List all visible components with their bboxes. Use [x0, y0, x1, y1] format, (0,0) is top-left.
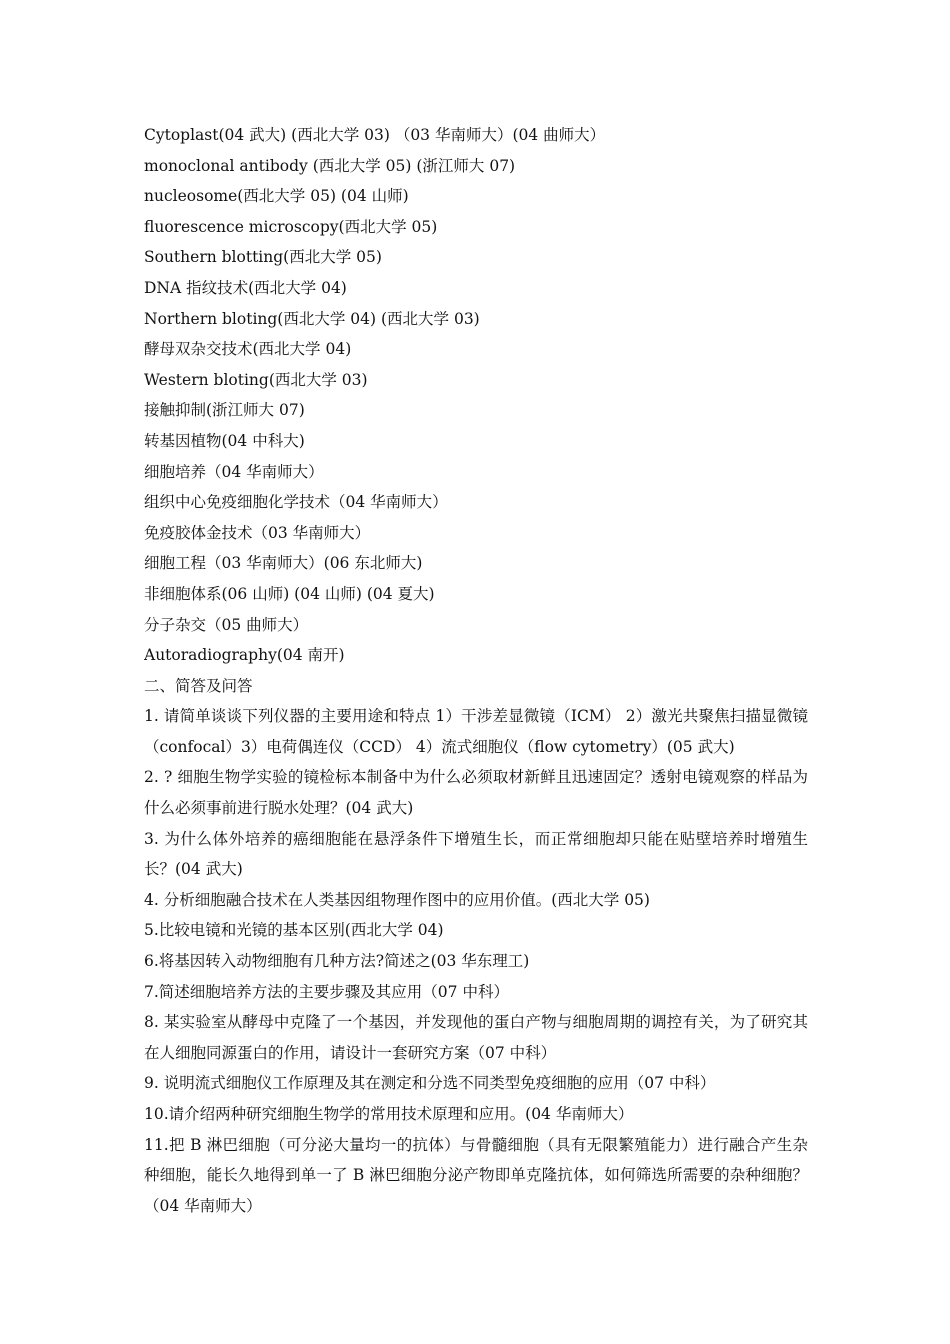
document-body — [144, 120, 808, 1221]
term-line: 细胞培养（04 华南师大） — [144, 462, 324, 481]
term-line: 非细胞体系(06 山师) (04 山师) (04 夏大) — [144, 584, 435, 603]
term-line: 分子杂交（05 曲师大） — [144, 615, 309, 634]
term-line: Autoradiography(04 南开) — [144, 646, 345, 665]
term-line: 细胞工程（03 华南师大）(06 东北师大) — [144, 554, 423, 573]
term-line: nucleosome(西北大学 05) (04 山师) — [144, 187, 409, 206]
term-line: monoclonal antibody (西北大学 05) (浙江师大 07) — [144, 156, 516, 175]
term-line: DNA 指纹技术(西北大学 04) — [144, 278, 347, 297]
term-line: 接触抑制(浙江师大 07) — [144, 401, 305, 420]
question-item: 3. 为什么体外培养的癌细胞能在悬浮条件下增殖生长，而正常细胞却只能在贴壁培养时增殖生长？(04 武大) — [144, 829, 808, 879]
term-line: 免疫胶体金技术（03 华南师大） — [144, 523, 371, 542]
term-line: 酵母双杂交技术(西北大学 04) — [144, 340, 352, 359]
term-line: fluorescence microscopy(西北大学 05) — [144, 217, 438, 236]
question-item: 6.将基因转入动物细胞有几种方法?简述之(03 华东理工) — [144, 952, 530, 971]
term-line: Southern blotting(西北大学 05) — [144, 248, 382, 267]
question-item: 7.简述细胞培养方法的主要步骤及其应用（07 中科） — [144, 982, 509, 1001]
section-heading: 二、简答及问答 — [144, 676, 253, 695]
question-item: 8. 某实验室从酵母中克隆了一个基因，并发现他的蛋白产物与细胞周期的调控有关，为了研究其在人细胞同源蛋白的作用，请设计一套研究方案（07 中科） — [144, 1013, 808, 1062]
term-line: 转基因植物(04 中科大) — [144, 431, 305, 450]
question-item: 11.把 B 淋巴细胞（可分泌大量均一的抗体）与骨髓细胞（具有无限繁殖能力）进行融合产生杂种细胞，能长久地得到单一了 B 淋巴细胞分泌产物即单克隆抗体，如何筛选所需要的杂种细胞？（04 华南师大） — [144, 1135, 808, 1215]
term-line: 组织中心免疫细胞化学技术（04 华南师大） — [144, 493, 448, 512]
term-line: Western bloting(西北大学 03) — [144, 370, 368, 389]
term-line: Cytoplast(04 武大) (西北大学 03) （03 华南师大）(04 曲师大） — [144, 126, 606, 144]
question-item: 2. ? 细胞生物学实验的镜检标本制备中为什么必须取材新鲜且迅速固定？透射电镜观察的样品为什么必须事前进行脱水处理？(04 武大) — [144, 768, 808, 818]
question-item: 4. 分析细胞融合技术在人类基因组物理作图中的应用价值。(西北大学 05) — [144, 890, 650, 909]
term-line: Northern bloting(西北大学 04) (西北大学 03) — [144, 309, 480, 328]
question-item: 1. 请简单谈谈下列仪器的主要用途和特点 1）干涉差显微镜（ICM） 2）激光共聚焦扫描显微镜（confocal）3）电荷偶连仪（CCD） 4）流式细胞仪（flow cytometry）(05 武大) — [144, 707, 808, 756]
question-item: 5.比较电镜和光镜的基本区别(西北大学 04) — [144, 921, 444, 940]
question-item: 9. 说明流式细胞仪工作原理及其在测定和分选不同类型免疫细胞的应用（07 中科） — [144, 1074, 716, 1093]
question-item: 10.请介绍两种研究细胞生物学的常用技术原理和应用。(04 华南师大） — [144, 1105, 634, 1123]
